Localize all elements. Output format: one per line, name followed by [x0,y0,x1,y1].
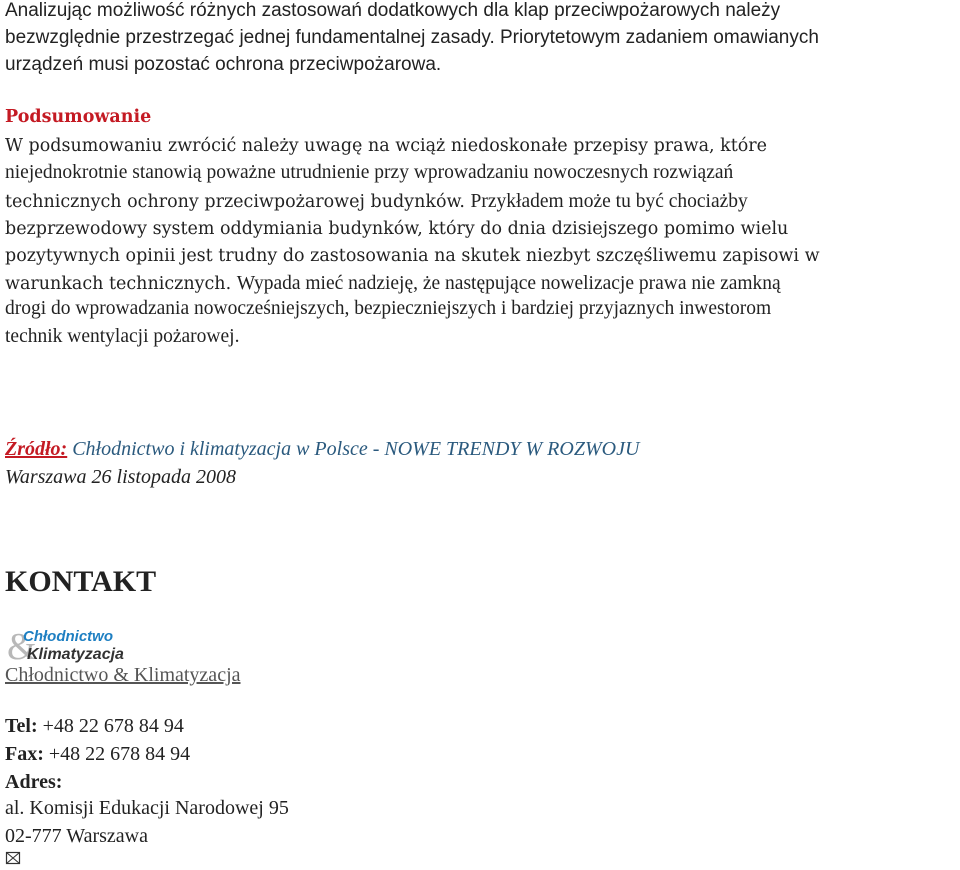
source-block [5,435,639,491]
logo-text-chlodnictwo: Chłodnictwo [23,628,113,645]
source-date: Warszawa 26 listopada 2008 [5,466,236,488]
contact-tel [5,715,184,738]
envelope-icon[interactable] [5,850,21,866]
summary-line: niejednokrotnie stanowią poważne utrudnienie przy wprowadzaniu nowoczesnych rozwiązań [5,162,734,183]
summary-line: drogi do wprowadzania nowocześniejszych, bezpieczniejszych i bardziej przyjaznych inwestorom [5,298,772,319]
intro-line: urządzeń musi pozostać ochrona przeciwpożarowa. [5,54,442,75]
intro-paragraph [5,0,955,78]
summary-line: W podsumowaniu zwrócić należy uwagę na wciąż niedoskonałe przepisy prawa, które [5,136,768,156]
summary-line [5,273,958,295]
summary-text: Wypada mieć nadzieję, że następujące nowelizacje prawa nie zamkną [236,273,781,294]
address-line-1: al. Komisji Edukacji Narodowej 95 [5,797,289,819]
tel-label: Tel: [5,715,38,737]
summary-line: pozytywnych opinii jest trudny do zastosowania na skutek niezbyt szczęśliwemu zapisowi w [5,246,820,266]
source-line [5,435,639,463]
summary-line [5,191,958,213]
contact-heading: KONTAKT [5,565,157,598]
summary-text: technicznych ochrony przeciwpożarowej budynków. [5,192,465,212]
fax-label: Fax: [5,743,44,765]
intro-line: bezwzględnie przestrzegać jednej fundamentalnej zasady. Priorytetowym zadaniem omawianych [5,27,819,48]
company-link[interactable]: Chłodnictwo & Klimatyzacja [5,664,241,686]
source-label: Źródło: [5,438,68,460]
logo-text-klimatyzacja: Klimatyzacja [27,646,124,663]
logo-ampersand: & [7,626,37,665]
source-title: Chłodnictwo i klimatyzacja w Polsce - NOWE TRENDY W ROZWOJU [72,438,640,460]
address-label: Adres: [5,771,63,793]
summary-line: technik wentylacji pożarowej. [5,326,240,347]
tel-value: +48 22 678 84 94 [42,715,184,737]
summary-line: bezprzewodowy system oddymiania budynków, który do dnia dzisiejszego pomimo wielu [5,219,789,239]
summary-text: warunkach technicznych. [5,274,232,294]
summary-heading: Podsumowanie [5,107,152,127]
summary-text: Przykładem może tu być chociażby [470,191,748,212]
company-logo [5,625,155,665]
address-line-2: 02-777 Warszawa [5,825,148,847]
fax-value: +48 22 678 84 94 [48,743,191,765]
contact-fax [5,743,190,766]
intro-line: Analizując możliwość różnych zastosowań dodatkowych dla klap przeciwpożarowych należy [5,0,781,21]
